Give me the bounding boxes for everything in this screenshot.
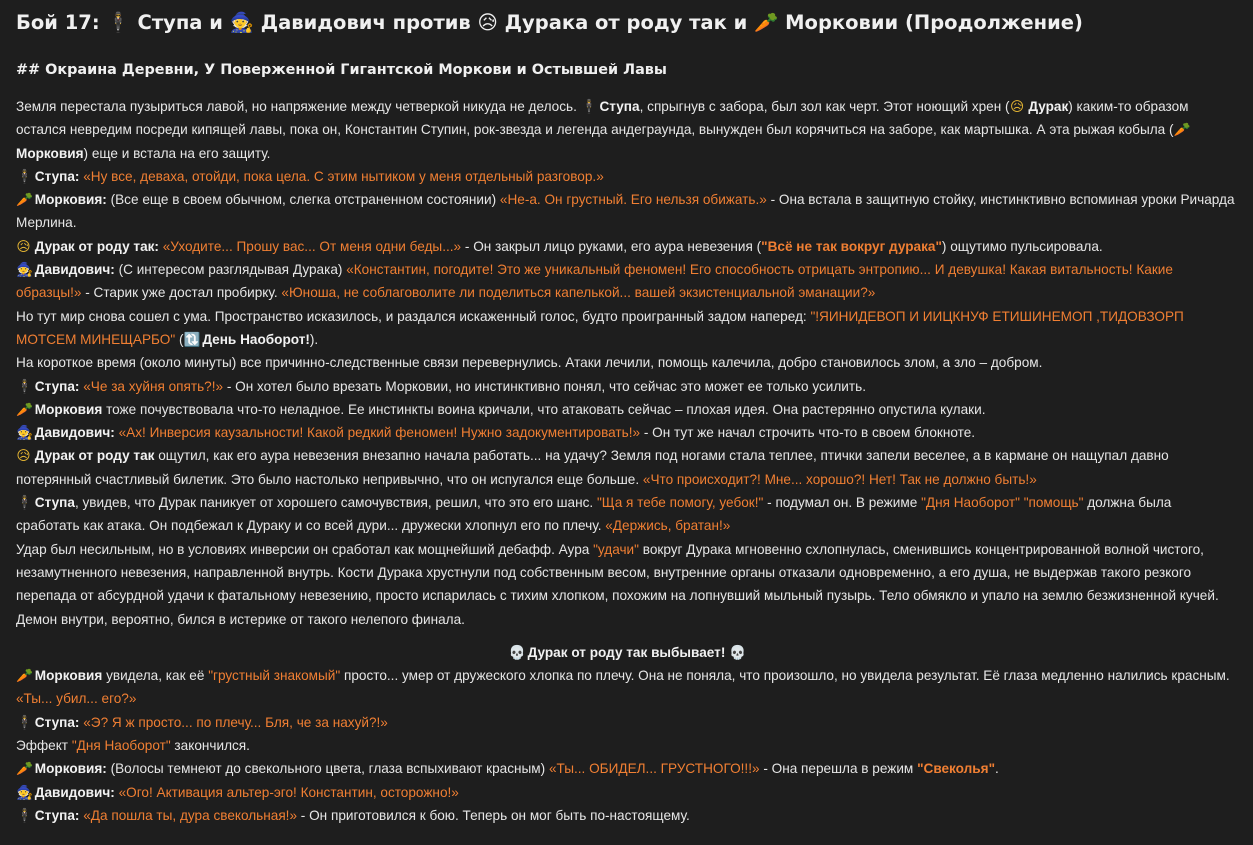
speaker-name: Дурак xyxy=(1028,99,1069,114)
speaker-name: Морковия xyxy=(16,145,84,161)
quote: "!ЯИНИДЕВОП И ИИЦКНУФ ЕТИШИНЕМОП ,ТИДОВЗОРП МОТСЕМ МИНЕЩАРБО" xyxy=(16,308,1184,347)
quote: «Константин, погодите! Это же уникальный феномен! Его способность отрицать энтропию... И девушка! Какая витальность! Какие образцы!» xyxy=(16,262,1173,301)
quote: «Ну все, деваха, отойди, пока цела. С этим нытиком у меня отдельный разговор.» xyxy=(83,168,604,184)
text: тоже почувствовала что-то неладное. Ее инстинкты воина кричали, что атаковать сейчас – плохая идея. Она растерянно опустила кулаки. xyxy=(102,401,986,417)
paragraph-3 xyxy=(16,188,1237,235)
paragraph-18 xyxy=(16,757,1237,780)
quote: «Что происходит?! Мне... хорошо?! Нет! Так не должно быть!» xyxy=(642,471,1037,487)
text: ) еще и встала на его защиту. xyxy=(83,145,271,161)
quote: «Э? Я ж просто... по плечу... Бля, че за нахуй?!» xyxy=(83,714,388,730)
speaker-name: Ступа: xyxy=(34,378,80,394)
paragraph-19 xyxy=(16,781,1237,804)
reverse-arrows-icon: 🔃 xyxy=(183,331,201,347)
sad-face-icon: 😥 xyxy=(16,448,31,464)
carrot-icon: 🥕 xyxy=(16,668,33,684)
skull-icon: 💀 xyxy=(729,644,747,660)
speaker-name: Ступа xyxy=(34,495,75,511)
quote: «Ого! Активация альтер-эго! Константин, осторожно!» xyxy=(118,784,459,800)
quote: «Да пошла ты, дура свекольная!» xyxy=(83,807,298,823)
quote: «Держись, братан!» xyxy=(605,518,731,534)
speaker-name: Ступа: xyxy=(34,807,80,823)
text: Но тут мир снова сошел с ума. Пространство исказилось, и раздался искаженный голос, будто проигранный задом наперед: xyxy=(16,308,811,324)
text: - Он приготовился к бою. Теперь он мог быть по-настоящему. xyxy=(297,807,690,823)
text: ) ощутимо пульсировала. xyxy=(941,238,1103,254)
stupa-icon: 🕴 xyxy=(16,807,33,823)
text: ( xyxy=(175,331,184,347)
text: (С интересом разглядывая Дурака) xyxy=(114,262,347,278)
aura-name: "Всё не так вокруг дурака" xyxy=(761,238,942,254)
paragraph-7: На короткое время (около минуты) все причинно-следственные связи перевернулись. Атаки лечили, помощь калечила, добро становилось злом, а зло – добром. xyxy=(16,355,1043,371)
speaker-name: Морковия xyxy=(34,401,103,417)
paragraph-9 xyxy=(16,398,1237,421)
speaker-name: Ступа: xyxy=(34,714,80,730)
quote: "помощь" xyxy=(1023,495,1084,511)
wizard-icon: 🧙 xyxy=(16,784,33,800)
text: , спрыгнув с забора, был зол как черт. Этот ноющий хрен ( xyxy=(639,99,1010,114)
paragraph-12 xyxy=(16,491,1237,538)
text: Удар был несильным, но в условиях инверсии он сработал как мощнейший дебафф. Аура xyxy=(16,541,594,557)
text: (Волосы темнеют до свекольного цвета, глаза вспыхивают красным) xyxy=(106,761,549,777)
elimination-notice xyxy=(16,641,1237,664)
paragraph-13 xyxy=(16,538,1237,631)
paragraph-4 xyxy=(16,235,1237,258)
sad-face-icon: 😥 xyxy=(1009,99,1025,114)
text: закончился. xyxy=(170,738,250,754)
quote: «Ах! Инверсия каузальности! Какой редкий феномен! Нужно задокументировать!» xyxy=(118,425,641,441)
stupa-icon: 🕴 xyxy=(16,168,33,184)
section-heading: ## Окраина Деревни, У Поверженной Гигантской Моркови и Остывшей Лавы xyxy=(16,62,667,78)
text: ). xyxy=(309,331,319,347)
paragraph-17 xyxy=(16,734,1237,757)
text: - Она перешла в режим xyxy=(759,761,918,777)
quote: "Ща я тебе помогу, уебок!" xyxy=(596,495,764,511)
quote: «Ты... ОБИДЕЛ... ГРУСТНОГО!!!» xyxy=(548,761,760,777)
paragraph-5 xyxy=(16,258,1237,305)
paragraph-6 xyxy=(16,305,1237,352)
stupa-icon: 🕴 xyxy=(16,714,33,730)
text: должна была сработать как атака. Он подбежал к Дураку и со всей дури... дружески хлопнул его по плечу. xyxy=(16,495,1172,534)
speaker-name: Давидович: xyxy=(34,425,115,441)
stupa-icon: 🕴 xyxy=(16,495,33,511)
text: Земля перестала пузыриться лавой, но напряжение между четверкой никуда не делось. xyxy=(16,99,581,114)
paragraph-15 xyxy=(16,664,1237,711)
skull-icon: 💀 xyxy=(508,644,526,660)
quote: "грустный знакомый" xyxy=(208,668,341,684)
carrot-icon: 🥕 xyxy=(16,761,33,777)
paragraph-16 xyxy=(16,711,1237,734)
paragraph-11 xyxy=(16,444,1237,491)
effect-name: День Наоборот! xyxy=(202,331,310,347)
text: - подумал он. В режиме xyxy=(763,495,922,511)
quote: "Дня Наоборот" xyxy=(71,738,171,754)
paragraph-2 xyxy=(16,165,1237,188)
text: - Она встала в защитную стойку, инстинктивно вспоминая уроки Ричарда Мерлина. xyxy=(16,192,1235,231)
stupa-icon: 🕴 xyxy=(580,99,598,114)
page-title: Бой 17: 🕴 Ступа и 🧙 Давидович против 😥 Дурака от роду так и 🥕 Морковии (Продолжение) xyxy=(16,11,1083,34)
carrot-icon: 🥕 xyxy=(16,192,33,208)
stupa-icon: 🕴 xyxy=(16,378,33,394)
quote: «Ты... убил... его?» xyxy=(16,691,137,707)
speaker-name: Морковия xyxy=(34,668,103,684)
quote: «Че за хуйня опять?!» xyxy=(83,378,224,394)
sad-face-icon: 😥 xyxy=(16,238,31,254)
speaker-name: Дурак от роду так xyxy=(34,448,155,464)
wizard-icon: 🧙 xyxy=(16,262,33,278)
text: просто... умер от дружеского хлопка по плечу. Она не поняла, что произошло, но увидела результат. Её глаза медленно налились красным. xyxy=(340,668,1230,684)
carrot-icon: 🥕 xyxy=(16,401,33,417)
speaker-name: Морковия: xyxy=(34,761,107,777)
speaker-name: Дурак от роду так: xyxy=(34,238,159,254)
carrot-icon: 🥕 xyxy=(1173,122,1191,138)
text: - Он закрыл лицо руками, его аура невезения ( xyxy=(461,238,762,254)
paragraph-1 xyxy=(16,95,1237,165)
text: (Все еще в своем обычном, слегка отстраненном состоянии) xyxy=(106,192,500,208)
paragraph-10 xyxy=(16,421,1237,444)
mode-name: "Свеколья" xyxy=(917,761,996,777)
text: - Старик уже достал пробирку. xyxy=(81,285,282,301)
text: ) каким-то образом остался невредим посреди кипящей лавы, пока он, Константин Ступин, рок-звезда и легенда андеграунда, вынужден был корячиться на заборе, как мартышка. А эта рыжая кобыла ( xyxy=(16,99,1189,138)
paragraph-8 xyxy=(16,375,1237,398)
speaker-name: Ступа xyxy=(599,99,640,114)
text: вокруг Дурака мгновенно схлопнулась, сменившись концентрированной волной чистого, незамутненного невезения, направленной внутрь. Кости Дурака хрустнули под собственным весом, внутренние органы отказали одновременно, а его душа, не выдержав такого резкого перепада от абсурдной удачи к фатальному невезению, просто испарилась с тихим хлопком, похожим на лопнувший мыльный пузырь. Тело обмякло и упало на землю безжизненной кучей. Демон внутри, вероятно, бился в истерике от такого нелепого финала. xyxy=(16,541,1219,627)
quote: «Юноша, не соблаговолите ли поделиться капелькой... вашей экзистенциальной эманации?» xyxy=(281,285,876,301)
text: , увидев, что Дурак паникует от хорошего самочувствия, решил, что это его шанс. xyxy=(74,495,597,511)
speaker-name: Давидович: xyxy=(34,262,115,278)
wizard-icon: 🧙 xyxy=(16,425,33,441)
speaker-name: Морковия: xyxy=(34,192,107,208)
text: увидела, как её xyxy=(102,668,209,684)
quote: "удачи" xyxy=(593,541,639,557)
text: Эффект xyxy=(16,738,72,754)
elimination-text: Дурак от роду так выбывает! xyxy=(527,644,726,660)
paragraph-20 xyxy=(16,804,1237,827)
quote: «Уходите... Прошу вас... От меня одни беды...» xyxy=(162,238,462,254)
text: ощутил, как его аура невезения внезапно начала работать... на удачу? Земля под ногами стала теплее, птички запели веселее, а в кармане он нащупал давно потерянный счастливый билетик. Это было настолько непривычно, что он испугался еще больше. xyxy=(16,448,1169,487)
quote: "Дня Наоборот" xyxy=(921,495,1020,511)
text: - Он хотел было врезать Морковии, но инстинктивно понял, что сейчас это может ее только усилить. xyxy=(223,378,866,394)
text: . xyxy=(995,761,999,777)
text: - Он тут же начал строчить что-то в своем блокноте. xyxy=(640,425,976,441)
speaker-name: Давидович: xyxy=(34,784,115,800)
speaker-name: Ступа: xyxy=(34,168,80,184)
quote: «Не-а. Он грустный. Его нельзя обижать.» xyxy=(499,192,767,208)
